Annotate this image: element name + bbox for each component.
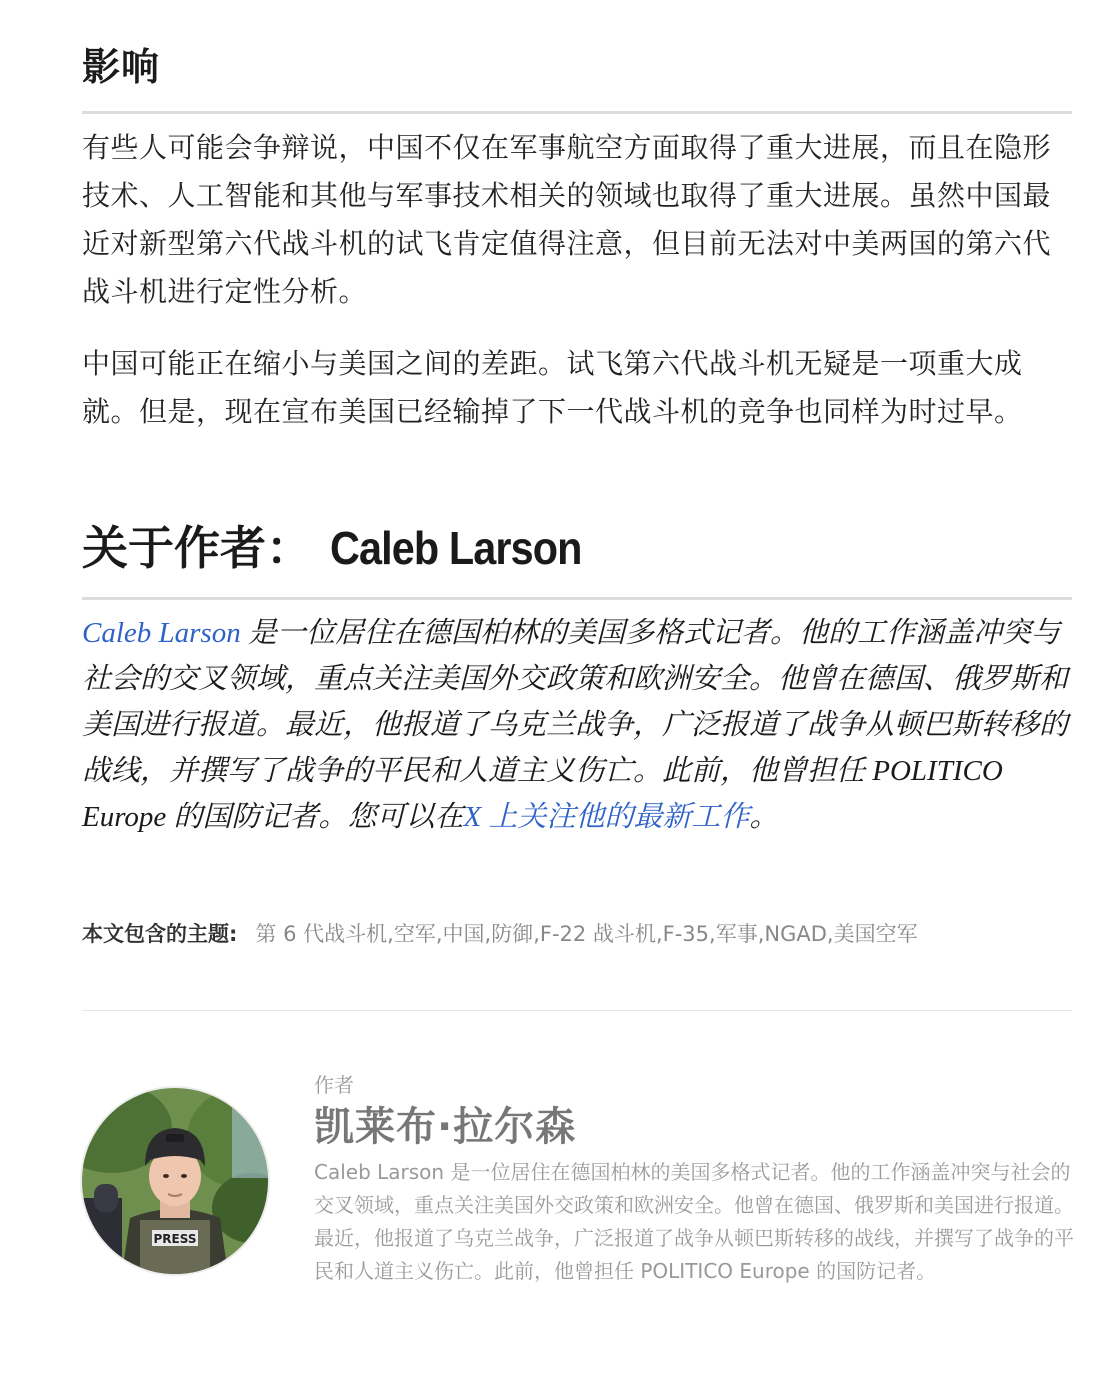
topic-separator: , <box>826 922 834 946</box>
paragraph: 中国可能正在缩小与美国之间的差距。试飞第六代战斗机无疑是一项重大成就。但是，现在宣布美国已经输掉了下一代战斗机的竞争也同样为时过早。 <box>82 347 1023 428</box>
section-heading-impact: 影响 <box>82 45 161 89</box>
topic-separator: , <box>484 922 492 946</box>
topic-tag[interactable]: 美国空军 <box>833 922 918 946</box>
topic-separator: , <box>709 922 716 946</box>
topic-tag[interactable]: 中国 <box>442 922 485 946</box>
author-card-bio: Caleb Larson 是一位居住在德国柏林的美国多格式记者。他的工作涵盖冲突与社会的交叉领域，重点关注美国外交政策和欧洲安全。他曾在德国、俄罗斯和美国进行报道。最近，他报道了乌克兰战争，广泛报道了战争从顿巴斯转移的战线，并撰写了战争的平民和人道主义伤亡。此前，他曾担任 POLITICO Europe 的国防记者。 <box>314 1160 1074 1283</box>
author-card-label: 作者 <box>314 1073 354 1097</box>
topic-tag[interactable]: F-35 <box>662 922 710 946</box>
author-card-name[interactable]: 凯莱布·拉尔森 <box>314 1104 577 1150</box>
topic-tag[interactable]: 防御 <box>491 922 534 946</box>
author-name-link[interactable]: Caleb Larson <box>82 617 241 649</box>
author-bio <box>82 610 1082 840</box>
author-bio-text: 是一位居住在德国柏林的美国多格式记者。他的工作涵盖冲突与社会的交叉领域，重点关注美国外交政策和欧洲安全。他曾在德国、俄罗斯和美国进行报道。最近，他报道了乌克兰战争，广泛报道了战争从顿巴斯转移的战线，并撰写了战争的平民和人道主义伤亡。此前，他曾担任 POLITICO Europe 的国防记者。您可以在 <box>82 617 1069 833</box>
author-avatar <box>82 1088 268 1274</box>
author-heading-prefix: 关于作者： <box>82 521 312 575</box>
topic-separator: , <box>533 922 540 946</box>
author-heading-name: Caleb Larson <box>330 522 582 574</box>
topics-label: 本文包含的主题: <box>82 922 238 946</box>
topic-separator: , <box>435 922 443 946</box>
divider <box>82 111 1072 114</box>
author-photo <box>82 1088 268 1274</box>
topic-separator: , <box>387 922 394 946</box>
divider <box>82 597 1072 600</box>
topic-tag[interactable]: 空军 <box>393 922 436 946</box>
topic-tag[interactable]: NGAD <box>764 922 827 946</box>
topic-tag[interactable]: 军事 <box>715 922 758 946</box>
topic-separator: , <box>757 922 765 946</box>
divider <box>82 1010 1072 1011</box>
topic-tag[interactable]: F-22 战斗机 <box>539 922 656 946</box>
topic-separator: , <box>655 922 663 946</box>
topics-bar <box>82 914 1082 954</box>
author-bio-end: 。 <box>749 801 779 833</box>
paragraph: 有些人可能会争辩说，中国不仅在军事航空方面取得了重大进展，而且在隐形技术、人工智能和其他与军事技术相关的领域也取得了重大进展。虽然中国最近对新型第六代战斗机的试飞肯定值得注意，但目前无法对中美两国的第六代战斗机进行定性分析。 <box>82 131 1052 308</box>
author-heading <box>82 512 609 584</box>
follow-on-x-link[interactable]: X 上关注他的最新工作 <box>463 801 750 833</box>
topic-tag[interactable]: 第 6 代战斗机 <box>255 922 388 946</box>
vest-text: PRESS <box>153 1232 197 1246</box>
author-card <box>314 1070 1074 1288</box>
